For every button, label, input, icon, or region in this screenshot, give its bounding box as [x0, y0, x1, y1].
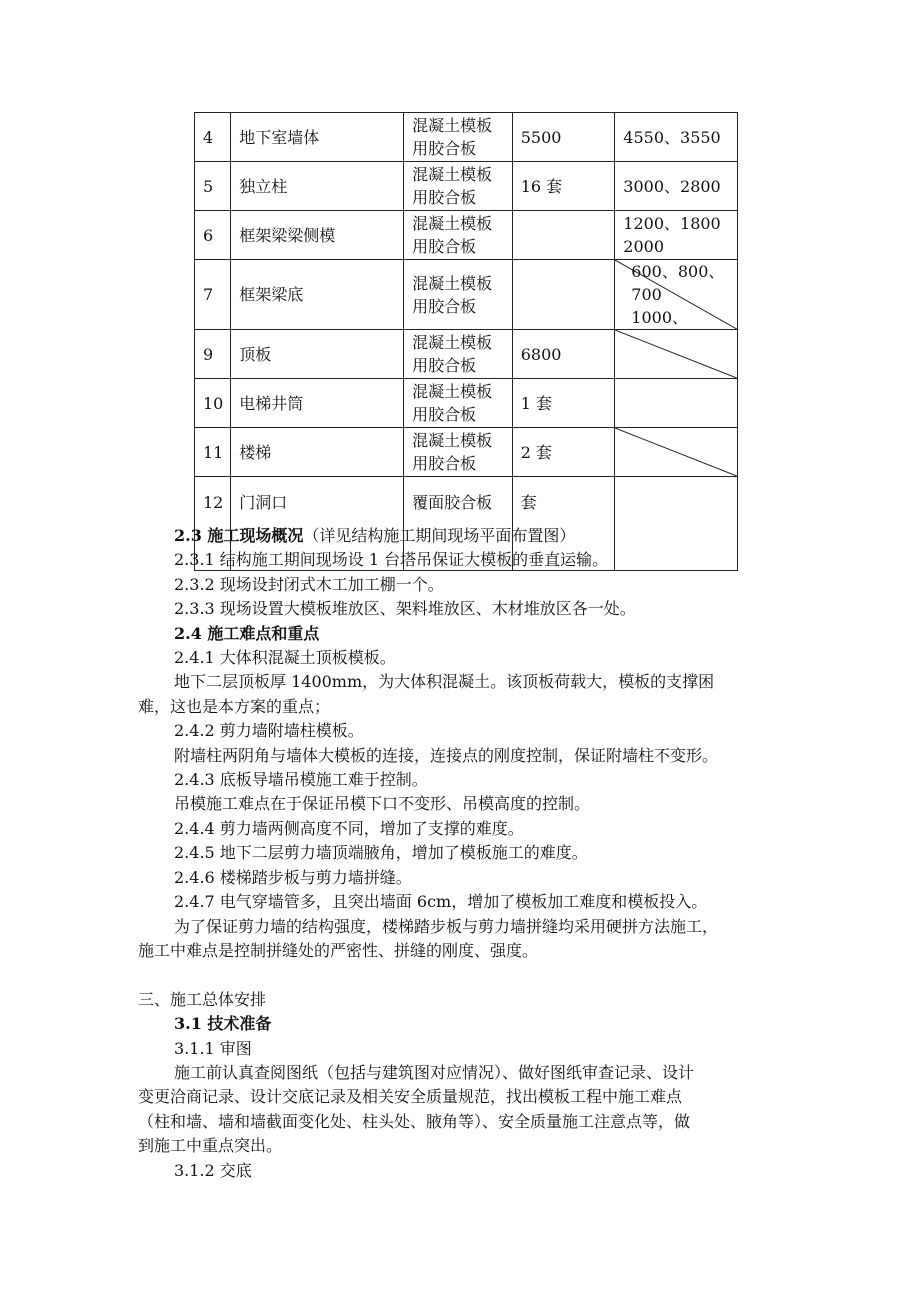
subsection-heading: 2.4.5 地下二层剪力墙顶端腋角，增加了模板施工的难度。: [174, 843, 588, 863]
row-number: 10: [195, 379, 231, 428]
table-row: [195, 211, 738, 260]
material: 混凝土模板 用胶合板: [404, 260, 513, 330]
formwork-table: [194, 112, 738, 571]
paragraph: 2.3.1 结构施工期间现场设 1 台塔吊保证大模板的垂直运输。: [174, 550, 609, 570]
dimensions-diagonal-cell: [615, 330, 738, 379]
row-number: 5: [195, 162, 231, 211]
quantity: 套: [512, 477, 615, 571]
subsection-heading: 3.1.2 交底: [174, 1160, 252, 1180]
table-row: [195, 330, 738, 379]
dimensions: 3000、2800: [615, 162, 738, 211]
component-name: 门洞口: [231, 477, 404, 571]
component-name: 独立柱: [231, 162, 404, 211]
table-row: [195, 428, 738, 477]
row-number: 12: [195, 477, 231, 571]
material: 混凝土模板 用胶合板: [404, 428, 513, 477]
paragraph-line: 到施工中重点突出。: [138, 1136, 283, 1156]
subsection-heading: 2.4.4 剪力墙两侧高度不同，增加了支撑的难度。: [174, 818, 524, 838]
component-name: 地下室墙体: [231, 113, 404, 162]
section-heading: 2.4 施工难点和重点: [174, 623, 320, 643]
row-number: 9: [195, 330, 231, 379]
dimensions: [615, 379, 738, 428]
paragraph: 2.3.3 现场设置大模板堆放区、架料堆放区、木材堆放区各一处。: [174, 599, 636, 619]
quantity: 6800: [512, 330, 615, 379]
table-row: [195, 113, 738, 162]
material: 混凝土模板 用胶合板: [404, 162, 513, 211]
paragraph-line: （柱和墙、墙和墙截面变化处、柱头处、腋角等）、安全质量施工注意点等，做: [138, 1111, 691, 1131]
paragraph-line: 难，这也是本方案的重点；: [138, 696, 331, 716]
spacer: [138, 963, 798, 987]
paragraph-line: 变更洽商记录、设计交底记录及相关安全质量规范，找出模板工程中施工难点: [138, 1087, 683, 1107]
chapter-heading: 三、施工总体安排: [138, 989, 267, 1009]
quantity: 2 套: [512, 428, 615, 477]
dimensions-diagonal-cell: [615, 428, 738, 477]
subsection-heading: 2.4.7 电气穿墙管多，且突出墙面 6cm，增加了模板加工难度和模板投入。: [174, 892, 708, 912]
quantity: 16 套: [512, 162, 615, 211]
subsection-heading: 2.4.2 剪力墙附墙柱模板。: [174, 721, 364, 741]
dimensions-diagonal-cell: 600、800、700 1000、: [615, 260, 738, 330]
material: 混凝土模板 用胶合板: [404, 211, 513, 260]
paragraph-line: 施工前认真查阅图纸（包括与建筑图对应情况）、做好图纸审查记录、设计: [174, 1062, 695, 1082]
subsection-heading: 3.1.1 审图: [174, 1038, 252, 1058]
row-number: 6: [195, 211, 231, 260]
quantity: [512, 260, 615, 330]
quantity: [512, 211, 615, 260]
paragraph-line: 为了保证剪力墙的结构强度，楼梯踏步板与剪力墙拼缝均采用硬拼方法施工，: [174, 916, 719, 936]
material: 覆面胶合板: [404, 477, 513, 571]
section-heading: 3.1 技术准备: [174, 1014, 272, 1034]
section-heading: 2.3 施工现场概况（详见结构施工期间现场平面布置图）: [174, 526, 576, 545]
row-number: 4: [195, 113, 231, 162]
subsection-heading: 2.4.1 大体积混凝土顶板模板。: [174, 648, 396, 668]
subsection-heading: 2.4.6 楼梯踏步板与剪力墙拼缝。: [174, 867, 412, 887]
component-name: 框架梁梁侧模: [231, 211, 404, 260]
component-name: 楼梯: [231, 428, 404, 477]
row-number: 11: [195, 428, 231, 477]
dimensions: 1200、1800 2000: [615, 211, 738, 260]
dimensions: 4550、3550: [615, 113, 738, 162]
material: 混凝土模板 用胶合板: [404, 330, 513, 379]
material: 混凝土模板 用胶合板: [404, 113, 513, 162]
paragraph-line: 吊模施工难点在于保证吊模下口不变形、吊模高度的控制。: [174, 794, 591, 814]
component-name: 框架梁底: [231, 260, 404, 330]
quantity: 5500: [512, 113, 615, 162]
table-row: [195, 260, 738, 330]
quantity: 1 套: [512, 379, 615, 428]
component-name: 顶板: [231, 330, 404, 379]
diagonal-line: [615, 428, 737, 476]
paragraph: 2.3.2 现场设封闭式木工加工棚一个。: [174, 574, 444, 594]
material: 混凝土模板 用胶合板: [404, 379, 513, 428]
paragraph-line: 施工中难点是控制拼缝处的严密性、拼缝的刚度、强度。: [138, 940, 539, 960]
document-body: [138, 524, 798, 1183]
row-number: 7: [195, 260, 231, 330]
diagonal-line: [615, 330, 737, 378]
table-row: [195, 162, 738, 211]
table-row: [195, 379, 738, 428]
subsection-heading: 2.4.3 底板导墙吊模施工难于控制。: [174, 770, 428, 790]
paragraph-line: 地下二层顶板厚 1400mm，为大体积混凝土。该顶板荷载大，模板的支撑困: [174, 672, 715, 692]
paragraph-line: 附墙柱两阴角与墙体大模板的连接，连接点的刚度控制，保证附墙柱不变形。: [174, 745, 719, 765]
component-name: 电梯井筒: [231, 379, 404, 428]
